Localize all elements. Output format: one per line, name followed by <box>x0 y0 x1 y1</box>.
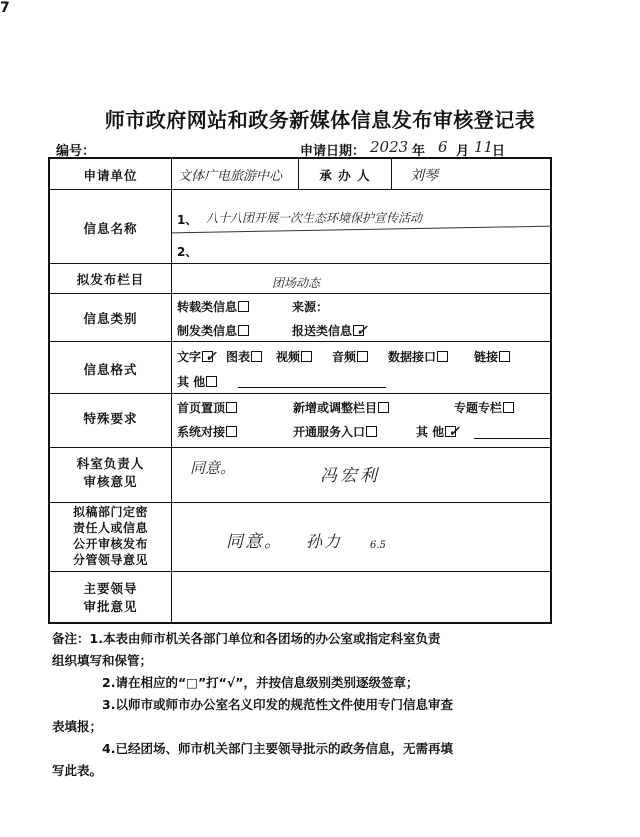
applicant-value: 文体广电旅游中心 <box>178 169 283 184</box>
corner-mark: 7 <box>0 0 10 16</box>
special-topic-checkbox[interactable] <box>503 402 514 413</box>
special-dock-checkbox[interactable] <box>226 426 237 437</box>
category-repost-option[interactable]: 转载类信息 <box>177 298 250 315</box>
format-link-option[interactable]: 链接 <box>474 348 511 365</box>
page-title: 师市政府网站和政务新媒体信息发布审核登记表 <box>104 108 536 132</box>
date-label: 申请日期： <box>300 144 366 159</box>
dept-head-signature: 冯宏利 <box>320 466 380 486</box>
format-audio-checkbox[interactable] <box>357 351 368 362</box>
format-video-option[interactable]: 视频 <box>276 348 313 365</box>
handler-label: 承 办 人 <box>319 168 371 183</box>
date-day-unit: 日 <box>492 144 506 159</box>
special-topic-option[interactable]: 专题专栏 <box>454 399 515 416</box>
category-source-label: 来源： <box>292 300 329 314</box>
special-other-option[interactable]: 其 他 ✓ <box>416 424 460 440</box>
notes-line-5: 表填报； <box>52 719 103 734</box>
date-year: 2023 <box>370 138 409 156</box>
category-repost-checkbox[interactable] <box>238 301 249 312</box>
leader-label: 主要领导 审批意见 <box>83 581 138 614</box>
info-name-label: 信息名称 <box>83 221 138 236</box>
category-reported-option[interactable]: 报送类信息 ✓ <box>292 323 368 339</box>
drafter-label: 拟稿部门定密 责任人或信息 公开审核发布 分管领导意见 <box>72 505 148 567</box>
check-mark: ✓ <box>448 424 460 440</box>
info-name-1-index: 1、 <box>177 213 198 227</box>
applicant-label: 申请单位 <box>83 168 138 183</box>
column-value: 团场动态 <box>272 276 321 290</box>
category-made-option[interactable]: 制发类信息 <box>177 322 250 339</box>
special-column-option[interactable]: 新增或调整栏目 <box>293 399 390 416</box>
special-dock-option[interactable]: 系统对接 <box>177 423 238 440</box>
drafter-signature: 孙力 <box>306 532 343 551</box>
date-month: 6 <box>438 138 448 156</box>
info-name-2-index: 2、 <box>177 245 198 259</box>
column-label: 拟发布栏目 <box>76 272 145 287</box>
special-home-checkbox[interactable] <box>226 402 237 413</box>
notes-line-3: 2.请在相应的“□”打“√”，并按信息级别类别逐级签章； <box>102 675 419 690</box>
info-name-1-value: 八十八团开展一次生态环境保护宣传活动 <box>206 211 423 225</box>
notes-line-1: 备注：1.本表由师市机关各部门单位和各团场的办公室或指定科室负责 <box>52 631 441 646</box>
date-year-unit: 年 <box>412 144 426 159</box>
category-made-checkbox[interactable] <box>238 325 249 336</box>
format-data-option[interactable]: 数据接口 <box>388 348 449 365</box>
handler-value: 刘琴 <box>410 168 438 184</box>
format-chart-checkbox[interactable] <box>251 351 262 362</box>
drafter-opinion: 同意。 <box>226 532 283 552</box>
date-month-unit: 月 <box>456 144 470 159</box>
date-day: 11 <box>474 138 494 156</box>
special-column-checkbox[interactable] <box>378 402 389 413</box>
check-mark: ✓ <box>205 349 217 365</box>
special-home-option[interactable]: 首页置顶 <box>177 399 238 416</box>
dept-head-label: 科室负责人 审核意见 <box>76 456 145 489</box>
notes-line-4: 3.以师市或师市办公室名义印发的规范性文件使用专门信息审查 <box>102 697 453 712</box>
format-data-checkbox[interactable] <box>437 351 448 362</box>
check-mark: ✓ <box>356 323 368 339</box>
special-service-option[interactable]: 开通服务入口 <box>293 423 378 440</box>
special-service-checkbox[interactable] <box>366 426 377 437</box>
format-other-checkbox[interactable] <box>206 376 217 387</box>
format-video-checkbox[interactable] <box>301 351 312 362</box>
format-other-option[interactable]: 其 他 <box>177 373 218 390</box>
notes-line-7: 写此表。 <box>52 763 103 778</box>
notes-line-2: 组织填写和保管； <box>52 653 153 668</box>
number-label: 编号： <box>56 144 96 159</box>
drafter-date: 6.5 <box>370 540 386 551</box>
format-audio-option[interactable]: 音频 <box>332 348 369 365</box>
format-label: 信息格式 <box>83 362 138 377</box>
dept-head-opinion: 同意。 <box>190 459 236 477</box>
format-link-checkbox[interactable] <box>499 351 510 362</box>
format-chart-option[interactable]: 图表 <box>226 348 263 365</box>
special-label: 特殊要求 <box>83 411 138 426</box>
format-text-option[interactable]: 文字 ✓ <box>177 349 217 365</box>
category-label: 信息类别 <box>83 311 138 326</box>
notes-line-6: 4.已经团场、师市机关部门主要领导批示的政务信息，无需再填 <box>102 741 453 756</box>
registration-form-table <box>48 157 552 624</box>
